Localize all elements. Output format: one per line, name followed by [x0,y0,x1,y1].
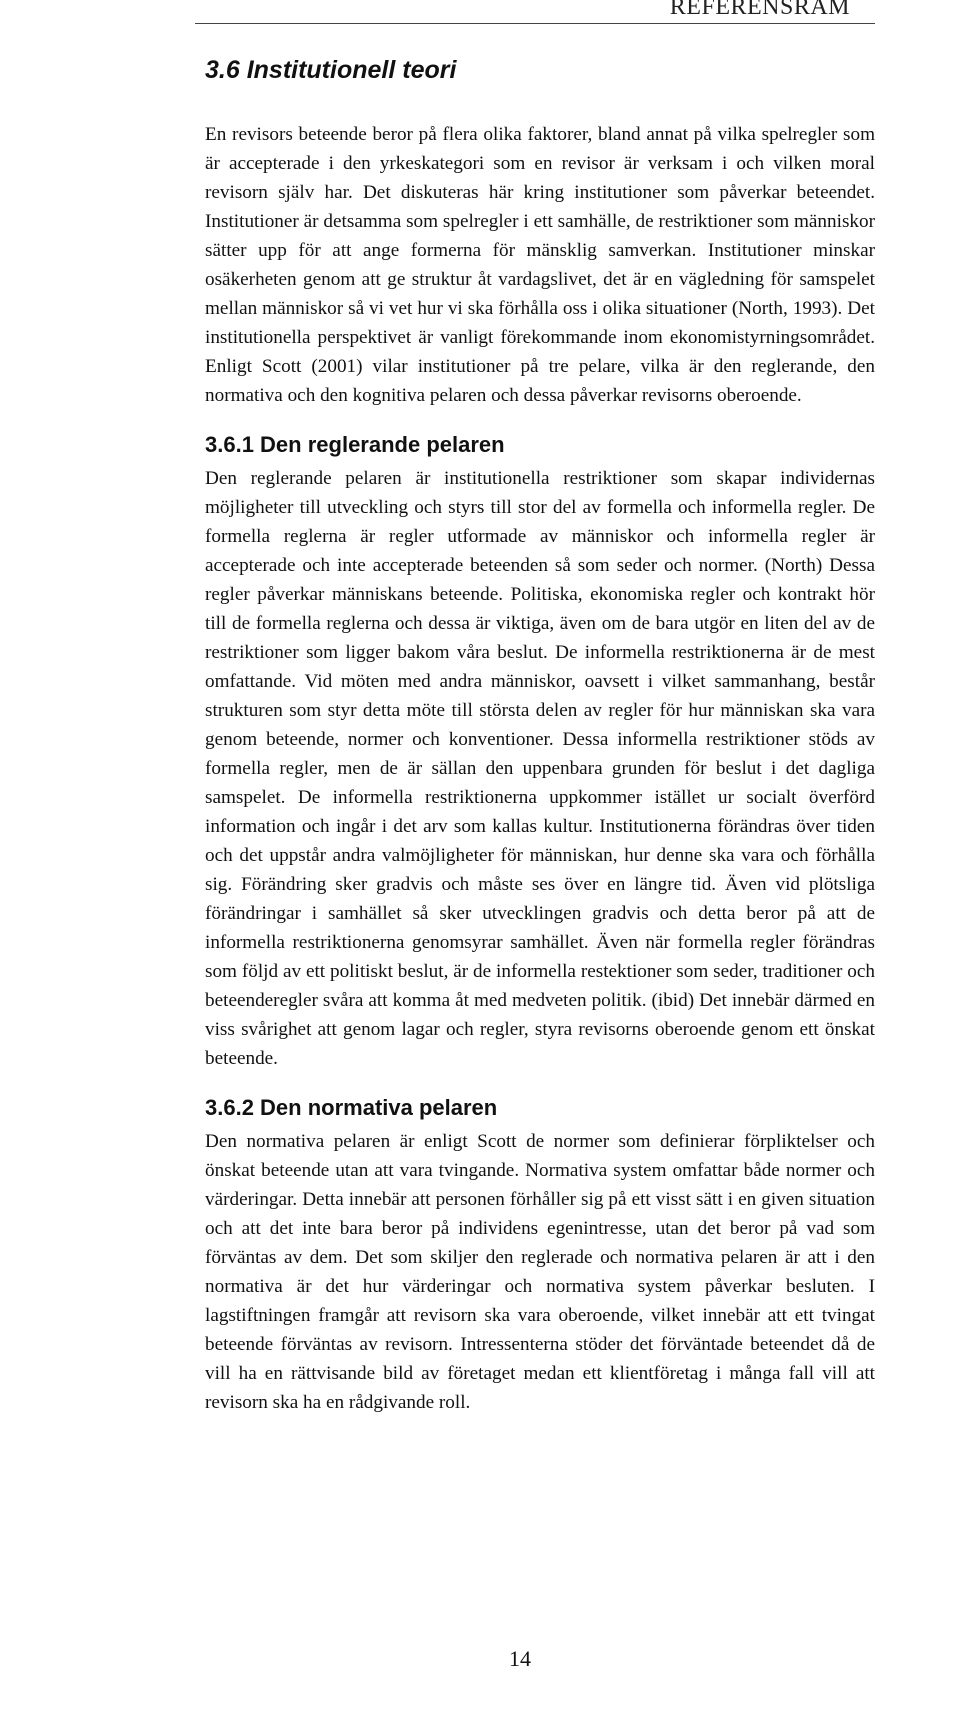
paragraph-reglerande: Den reglerande pelaren är institutionella restriktioner som skapar individernas möjligheter till utveckling och styrs till stor del av formella och informella regler. De formella reglerna är regler utformade av människor och informella regler är accepterade och inte accepterade beteenden så som seder och normer. (North) Dessa regler påverkar människans beteende. Politiska, ekonomiska regler och kontrakt hör till de formella reglerna och dessa är viktiga, även om de bara utgör en liten del av de restriktioner som ligger bakom våra beslut. De informella restriktionerna är de mest omfattande. Vid möten med andra människor, oavsett i vilket sammanhang, består strukturen som styr detta möte till största delen av regler för hur människan ska vara genom beteende, normer och konventioner. Dessa informella restriktioner stöds av formella regler, men de är sällan den uppenbara grunden för beslut i det dagliga samspelet. De informella restriktionerna uppkommer istället ur socialt överförd information och ingår i det arv som kallas kultur. Institutionerna förändras över tiden och det uppstår andra valmöjligheter för människan, hur denne ska vara och förhålla sig. Förändring sker gradvis och måste ses över en längre tid. Även vid plötsliga förändringar i samhället så sker utvecklingen gradvis och detta beror på att de informella restriktionerna genomsyrar samhället. Även när formella regler förändras som följd av ett politiskt beslut, är de informella restektioner som seder, traditioner och beteenderegler svåra att komma åt med medveten politik. (ibid) Det innebär därmed en viss svårighet att genom lagar och regler, styra revisorns oberoende genom ett önskat beteende. [205,468,875,1069]
subsection-heading-normativa: 3.6.2 Den normativa pelaren [205,1095,498,1120]
paragraph-normativa: Den normativa pelaren är enligt Scott de normer som definierar förpliktelser och önskat beteende utan att vara tvingande. Normativa system omfattar både normer och värderingar. Detta innebär att personen förhåller sig på ett visst sätt i en given situation och att det inte bara beror på individens egenintresse, utan det beror på vad som förväntas av dem. Det som skiljer den reglerade och normativa pelaren är att i den normativa är det hur värderingar och normativa system påverkar besluten. I lagstiftningen framgår att revisorn ska vara oberoende, vilket innebär att ett tvingat beteende förväntas av revisorn. Intressenterna stöder det förväntade beteendet då de vill ha en rättvisande bild av företaget medan ett klientföretag i många fall vill att revisorn ska ha en rådgivande roll. [205,1131,875,1413]
page-header [0,0,960,24]
page-number: 14 [509,1646,531,1671]
section-heading: 3.6 Institutionell teori [205,56,457,84]
header-rule [195,23,875,24]
running-header-title: REFERENSRAM [669,0,850,20]
intro-paragraph: En revisors beteende beror på flera olika faktorer, bland annat på vilka spelregler som är accepterade i den yrkeskategori som en revisor är verksam i och vilken moral revisorn själv har. Det diskuteras här kring institutioner som påverkar beteendet. Institutioner är detsamma som spelregler i ett samhälle, de restriktioner som människor sätter upp för att ange formerna för mänsklig samverkan. Institutioner minskar osäkerheten genom att ge struktur åt vardagslivet, det är en vägledning för samspelet mellan människor så vi vet hur vi ska förhålla oss i olika situationer (North, 1993). Det institutionella perspektivet är vanligt förekommande inom ekonomistyrningsområdet. Enligt Scott (2001) vilar institutioner på tre pelare, vilka är den reglerande, den normativa och den kognitiva pelaren och dessa påverkar revisorns oberoende. [205,124,875,406]
subsection-heading-reglerande: 3.6.1 Den reglerande pelaren [205,432,505,457]
document-content [205,50,875,1417]
